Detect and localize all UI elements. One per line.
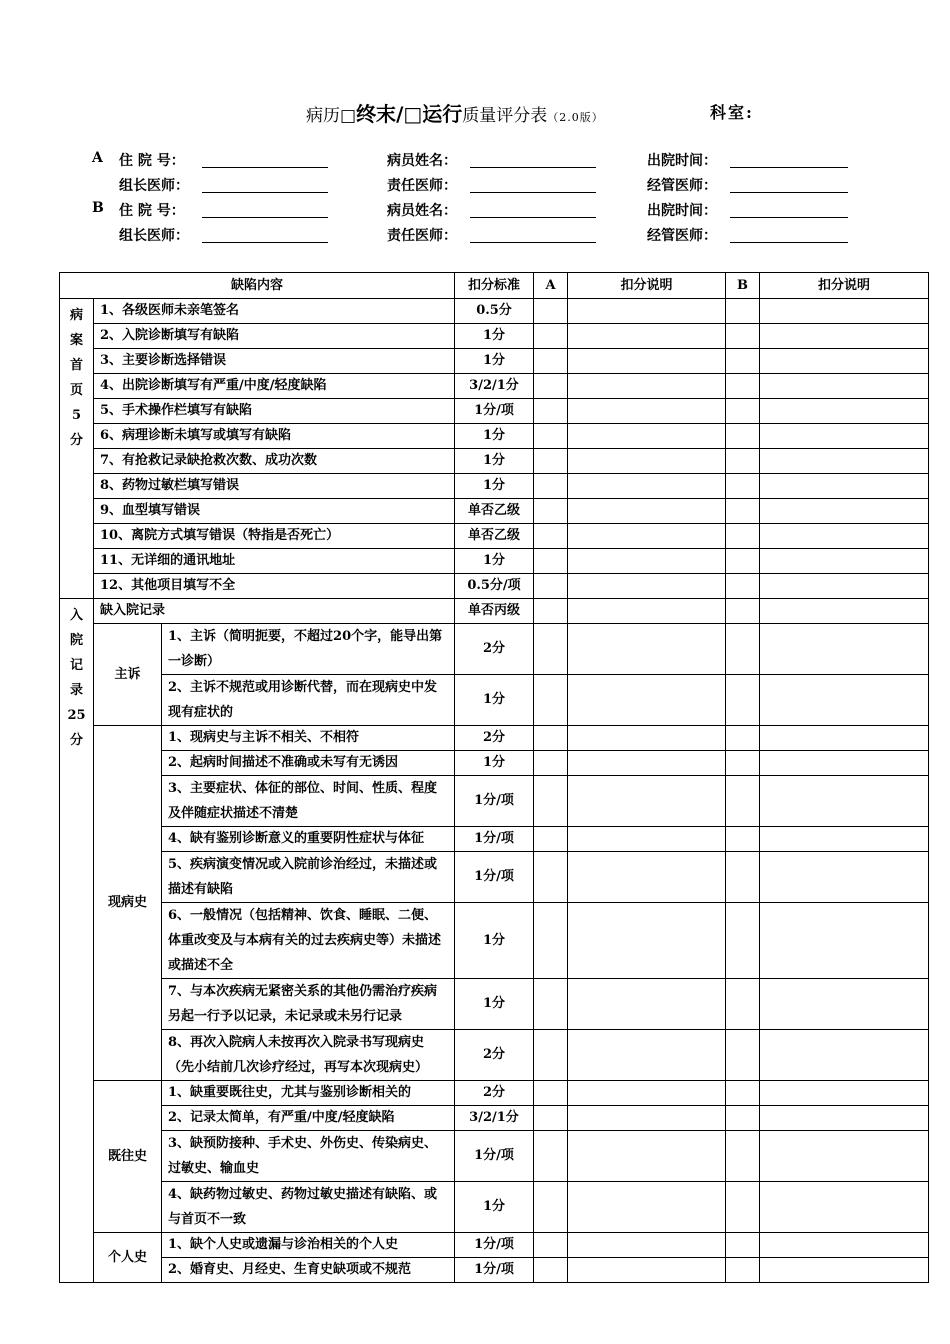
patient-a-label: A xyxy=(92,150,103,166)
category-admission-record xyxy=(60,599,94,1283)
a-note-cell[interactable] xyxy=(568,524,726,549)
table-row xyxy=(60,776,929,827)
category-char: 5 xyxy=(71,408,82,423)
defect-description: 12、其他项目填写不全 xyxy=(94,574,455,599)
table-row xyxy=(60,424,929,449)
a-score-cell[interactable] xyxy=(534,1258,568,1283)
b-note-cell[interactable] xyxy=(760,374,929,399)
category-char: 病 xyxy=(69,308,83,323)
header-deduction-standard: 扣分标准 xyxy=(455,273,534,299)
deduction-score: 1分 xyxy=(455,424,534,449)
a-score-cell[interactable] xyxy=(534,549,568,574)
field-label: 出院时间： xyxy=(647,153,717,169)
table-row xyxy=(60,751,929,776)
a-note-cell[interactable] xyxy=(568,1233,726,1258)
patient-b-row-1 xyxy=(0,198,950,222)
table-row xyxy=(60,1233,929,1258)
title-version: （2.0版） xyxy=(547,111,604,124)
field-label: 病员姓名： xyxy=(387,203,457,219)
b-score-cell[interactable] xyxy=(726,499,760,524)
defect-description: 4、出院诊断填写有严重/中度/轻度缺陷 xyxy=(94,374,455,399)
subcategory-personal: 个人史 xyxy=(94,1233,162,1283)
a-score-cell[interactable] xyxy=(534,1233,568,1258)
category-char: 案 xyxy=(69,333,83,348)
deduction-score: 1分/项 xyxy=(455,399,534,424)
b-note-cell[interactable] xyxy=(760,1258,929,1283)
a-note-cell[interactable] xyxy=(568,624,726,675)
a-note-cell[interactable] xyxy=(568,776,726,827)
b-note-cell[interactable] xyxy=(760,399,929,424)
table-row xyxy=(60,726,929,751)
a-score-cell[interactable] xyxy=(534,1081,568,1106)
a-note-cell[interactable] xyxy=(568,1030,726,1081)
department-label: 科室: xyxy=(710,103,754,122)
b-score-cell[interactable] xyxy=(726,979,760,1030)
page-title xyxy=(306,98,604,127)
patient-name-field[interactable] xyxy=(470,217,596,218)
b-note-cell[interactable] xyxy=(760,599,929,624)
b-note-cell[interactable] xyxy=(760,424,929,449)
b-score-cell[interactable] xyxy=(726,599,760,624)
team-leader-field[interactable] xyxy=(202,242,328,243)
deduction-score: 0.5分 xyxy=(455,299,534,324)
title-running-option: 运行 xyxy=(422,102,463,126)
table-row xyxy=(60,399,929,424)
title-bar xyxy=(0,98,950,128)
deduction-score: 2分 xyxy=(455,624,534,675)
defect-description: 8、药物过敏栏填写错误 xyxy=(94,474,455,499)
b-note-cell[interactable] xyxy=(760,751,929,776)
table-row xyxy=(60,449,929,474)
category-char: 院 xyxy=(69,633,83,648)
b-score-cell[interactable] xyxy=(726,751,760,776)
a-note-cell[interactable] xyxy=(568,474,726,499)
a-score-cell[interactable] xyxy=(534,1182,568,1233)
deduction-score: 1分 xyxy=(455,1182,534,1233)
table-row xyxy=(60,349,929,374)
defect-description: 6、一般情况（包括精神、饮食、睡眠、二便、体重改变及与本病有关的过去疾病史等）未描述或描述不全 xyxy=(162,903,455,979)
b-note-cell[interactable] xyxy=(760,449,929,474)
a-note-cell[interactable] xyxy=(568,726,726,751)
b-score-cell[interactable] xyxy=(726,1081,760,1106)
b-score-cell[interactable] xyxy=(726,574,760,599)
a-note-cell[interactable] xyxy=(568,1182,726,1233)
title-slash: /□ xyxy=(396,102,423,126)
attending-doctor-field[interactable] xyxy=(730,242,848,243)
defect-description: 9、血型填写错误 xyxy=(94,499,455,524)
b-note-cell[interactable] xyxy=(760,1030,929,1081)
a-score-cell[interactable] xyxy=(534,349,568,374)
attending-doctor-field[interactable] xyxy=(730,192,848,193)
a-note-cell[interactable] xyxy=(568,449,726,474)
deduction-score: 3/2/1分 xyxy=(455,1106,534,1131)
table-row xyxy=(60,549,929,574)
defect-description: 6、病理诊断未填写或填写有缺陷 xyxy=(94,424,455,449)
deduction-score: 1分 xyxy=(455,549,534,574)
category-char: 25 xyxy=(67,708,86,723)
defect-description: 5、手术操作栏填写有缺陷 xyxy=(94,399,455,424)
deduction-score: 1分 xyxy=(455,324,534,349)
defect-description: 2、主诉不规范或用诊断代替，而在现病史中发现有症状的 xyxy=(162,675,455,726)
b-note-cell[interactable] xyxy=(760,852,929,903)
discharge-time-field[interactable] xyxy=(730,167,848,168)
table-row xyxy=(60,1081,929,1106)
a-note-cell[interactable] xyxy=(568,424,726,449)
deduction-score: 1分/项 xyxy=(455,776,534,827)
deduction-score: 1分 xyxy=(455,903,534,979)
table-row xyxy=(60,1131,929,1182)
title-final-option: 终末 xyxy=(356,102,397,126)
b-score-cell[interactable] xyxy=(726,424,760,449)
b-note-cell[interactable] xyxy=(760,776,929,827)
a-note-cell[interactable] xyxy=(568,751,726,776)
b-score-cell[interactable] xyxy=(726,827,760,852)
discharge-time-field[interactable] xyxy=(730,217,848,218)
b-note-cell[interactable] xyxy=(760,474,929,499)
b-note-cell[interactable] xyxy=(760,1106,929,1131)
a-note-cell[interactable] xyxy=(568,399,726,424)
b-score-cell[interactable] xyxy=(726,524,760,549)
a-score-cell[interactable] xyxy=(534,424,568,449)
deduction-score: 3/2/1分 xyxy=(455,374,534,399)
table-row xyxy=(60,979,929,1030)
scoring-table xyxy=(59,272,929,1283)
a-score-cell[interactable] xyxy=(534,624,568,675)
b-note-cell[interactable] xyxy=(760,1081,929,1106)
defect-description: 11、无详细的通讯地址 xyxy=(94,549,455,574)
a-note-cell[interactable] xyxy=(568,574,726,599)
deduction-score: 单否丙级 xyxy=(455,599,534,624)
deduction-score: 单否乙级 xyxy=(455,524,534,549)
b-score-cell[interactable] xyxy=(726,1030,760,1081)
deduction-score: 0.5分/项 xyxy=(455,574,534,599)
header-defect-content: 缺陷内容 xyxy=(60,273,455,299)
b-score-cell[interactable] xyxy=(726,726,760,751)
defect-description: 8、再次入院病人未按再次入院录书写现病史（先小结前几次诊疗经过，再写本次现病史） xyxy=(162,1030,455,1081)
a-note-cell[interactable] xyxy=(568,1081,726,1106)
a-score-cell[interactable] xyxy=(534,726,568,751)
subcategory-chief: 主诉 xyxy=(94,624,162,726)
field-label: 组长医师： xyxy=(119,228,189,244)
a-score-cell[interactable] xyxy=(534,399,568,424)
deduction-score: 2分 xyxy=(455,726,534,751)
category-char: 分 xyxy=(69,433,83,448)
category-char: 入 xyxy=(69,608,83,623)
patient-b-row-2 xyxy=(0,223,950,247)
a-score-cell[interactable] xyxy=(534,1106,568,1131)
a-note-cell[interactable] xyxy=(568,903,726,979)
title-prefix: 病历□ xyxy=(306,106,357,126)
field-label: 经管医师： xyxy=(647,228,717,244)
table-row xyxy=(60,1182,929,1233)
deduction-score: 2分 xyxy=(455,1081,534,1106)
a-score-cell[interactable] xyxy=(534,776,568,827)
b-score-cell[interactable] xyxy=(726,675,760,726)
field-label: 病员姓名： xyxy=(387,153,457,169)
table-row xyxy=(60,1258,929,1283)
b-note-cell[interactable] xyxy=(760,524,929,549)
b-note-cell[interactable] xyxy=(760,624,929,675)
b-score-cell[interactable] xyxy=(726,1258,760,1283)
a-score-cell[interactable] xyxy=(534,979,568,1030)
deduction-score: 1分 xyxy=(455,751,534,776)
b-score-cell[interactable] xyxy=(726,374,760,399)
table-row xyxy=(60,1106,929,1131)
defect-description: 5、疾病演变情况或入院前诊治经过，未描述或描述有缺陷 xyxy=(162,852,455,903)
defect-description: 3、主要症状、体征的部位、时间、性质、程度及伴随症状描述不清楚 xyxy=(162,776,455,827)
b-score-cell[interactable] xyxy=(726,449,760,474)
defect-description: 10、离院方式填写错误（特指是否死亡） xyxy=(94,524,455,549)
a-score-cell[interactable] xyxy=(534,474,568,499)
table-row xyxy=(60,499,929,524)
deduction-score: 1分 xyxy=(455,474,534,499)
b-score-cell[interactable] xyxy=(726,549,760,574)
header-b: B xyxy=(726,273,760,299)
b-score-cell[interactable] xyxy=(726,903,760,979)
deduction-score: 1分 xyxy=(455,979,534,1030)
b-score-cell[interactable] xyxy=(726,474,760,499)
category-char: 记 xyxy=(69,658,83,673)
table-row xyxy=(60,1030,929,1081)
b-note-cell[interactable] xyxy=(760,1233,929,1258)
deduction-score: 1分/项 xyxy=(455,1258,534,1283)
a-note-cell[interactable] xyxy=(568,675,726,726)
admission-number-field[interactable] xyxy=(202,217,328,218)
a-score-cell[interactable] xyxy=(534,675,568,726)
team-leader-field[interactable] xyxy=(202,192,328,193)
b-score-cell[interactable] xyxy=(726,624,760,675)
b-note-cell[interactable] xyxy=(760,574,929,599)
b-note-cell[interactable] xyxy=(760,349,929,374)
a-note-cell[interactable] xyxy=(568,299,726,324)
a-note-cell[interactable] xyxy=(568,499,726,524)
a-note-cell[interactable] xyxy=(568,1131,726,1182)
b-score-cell[interactable] xyxy=(726,1106,760,1131)
deduction-score: 1分 xyxy=(455,449,534,474)
b-note-cell[interactable] xyxy=(760,675,929,726)
subcategory-present: 现病史 xyxy=(94,726,162,1081)
field-label: 责任医师： xyxy=(387,178,457,194)
patient-b-label: B xyxy=(92,200,104,216)
a-score-cell[interactable] xyxy=(534,324,568,349)
b-note-cell[interactable] xyxy=(760,903,929,979)
a-note-cell[interactable] xyxy=(568,852,726,903)
a-score-cell[interactable] xyxy=(534,499,568,524)
table-header-row xyxy=(60,273,929,299)
deduction-score: 1分 xyxy=(455,675,534,726)
a-score-cell[interactable] xyxy=(534,751,568,776)
defect-description: 缺入院记录 xyxy=(94,599,455,624)
a-score-cell[interactable] xyxy=(534,852,568,903)
admission-number-field[interactable] xyxy=(202,167,328,168)
b-score-cell[interactable] xyxy=(726,1131,760,1182)
a-score-cell[interactable] xyxy=(534,599,568,624)
b-note-cell[interactable] xyxy=(760,827,929,852)
b-note-cell[interactable] xyxy=(760,1182,929,1233)
a-note-cell[interactable] xyxy=(568,349,726,374)
table-row xyxy=(60,324,929,349)
category-char: 录 xyxy=(69,683,83,698)
a-note-cell[interactable] xyxy=(568,827,726,852)
b-score-cell[interactable] xyxy=(726,324,760,349)
table-row xyxy=(60,675,929,726)
deduction-score: 单否乙级 xyxy=(455,499,534,524)
deduction-score: 1分/项 xyxy=(455,1233,534,1258)
deduction-score: 1分/项 xyxy=(455,827,534,852)
a-note-cell[interactable] xyxy=(568,1258,726,1283)
field-label: 住 院 号： xyxy=(119,203,185,219)
patient-a-row-2 xyxy=(0,173,950,197)
b-score-cell[interactable] xyxy=(726,299,760,324)
table-row xyxy=(60,524,929,549)
deduction-score: 1分 xyxy=(455,349,534,374)
table-row xyxy=(60,852,929,903)
category-homepage xyxy=(60,299,94,599)
b-note-cell[interactable] xyxy=(760,726,929,751)
category-char: 页 xyxy=(69,383,83,398)
field-label: 责任医师： xyxy=(387,228,457,244)
b-score-cell[interactable] xyxy=(726,852,760,903)
defect-description: 1、缺个人史或遗漏与诊治相关的个人史 xyxy=(162,1233,455,1258)
b-score-cell[interactable] xyxy=(726,1182,760,1233)
a-score-cell[interactable] xyxy=(534,524,568,549)
table-row xyxy=(60,827,929,852)
a-score-cell[interactable] xyxy=(534,449,568,474)
category-char: 首 xyxy=(69,358,83,373)
patient-a-row-1 xyxy=(0,148,950,172)
defect-description: 7、有抢救记录缺抢救次数、成功次数 xyxy=(94,449,455,474)
defect-description: 2、起病时间描述不准确或未写有无诱因 xyxy=(162,751,455,776)
a-score-cell[interactable] xyxy=(534,374,568,399)
responsible-doctor-field[interactable] xyxy=(470,242,596,243)
defect-description: 2、入院诊断填写有缺陷 xyxy=(94,324,455,349)
b-score-cell[interactable] xyxy=(726,1233,760,1258)
title-suffix: 质量评分表 xyxy=(462,106,548,126)
responsible-doctor-field[interactable] xyxy=(470,192,596,193)
header-deduction-note-b: 扣分说明 xyxy=(760,273,929,299)
field-label: 组长医师： xyxy=(119,178,189,194)
b-note-cell[interactable] xyxy=(760,299,929,324)
table-row xyxy=(60,903,929,979)
a-note-cell[interactable] xyxy=(568,324,726,349)
category-char: 分 xyxy=(69,733,83,748)
a-score-cell[interactable] xyxy=(534,299,568,324)
defect-description: 3、缺预防接种、手术史、外伤史、传染病史、过敏史、输血史 xyxy=(162,1131,455,1182)
field-label: 出院时间： xyxy=(647,203,717,219)
table-row xyxy=(60,624,929,675)
table-row xyxy=(60,574,929,599)
defect-description: 1、主诉（简明扼要，不超过20个字，能导出第一诊断） xyxy=(162,624,455,675)
defect-description: 7、与本次疾病无紧密关系的其他仍需治疗疾病另起一行予以记录，未记录或未另行记录 xyxy=(162,979,455,1030)
a-score-cell[interactable] xyxy=(534,574,568,599)
b-note-cell[interactable] xyxy=(760,324,929,349)
defect-description: 4、缺药物过敏史、药物过敏史描述有缺陷、或与首页不一致 xyxy=(162,1182,455,1233)
b-note-cell[interactable] xyxy=(760,549,929,574)
table-row xyxy=(60,299,929,324)
a-score-cell[interactable] xyxy=(534,1030,568,1081)
b-score-cell[interactable] xyxy=(726,776,760,827)
b-note-cell[interactable] xyxy=(760,499,929,524)
b-note-cell[interactable] xyxy=(760,979,929,1030)
a-score-cell[interactable] xyxy=(534,827,568,852)
b-score-cell[interactable] xyxy=(726,399,760,424)
header-deduction-note-a: 扣分说明 xyxy=(568,273,726,299)
defect-description: 1、现病史与主诉不相关、不相符 xyxy=(162,726,455,751)
defect-description: 1、各级医师未亲笔签名 xyxy=(94,299,455,324)
a-score-cell[interactable] xyxy=(534,1131,568,1182)
field-label: 经管医师： xyxy=(647,178,717,194)
field-label: 住 院 号： xyxy=(119,153,185,169)
table-row xyxy=(60,599,929,624)
a-note-cell[interactable] xyxy=(568,549,726,574)
defect-description: 4、缺有鉴别诊断意义的重要阴性症状与体征 xyxy=(162,827,455,852)
header-a: A xyxy=(534,273,568,299)
defect-description: 2、记录太简单，有严重/中度/轻度缺陷 xyxy=(162,1106,455,1131)
a-note-cell[interactable] xyxy=(568,1106,726,1131)
b-score-cell[interactable] xyxy=(726,349,760,374)
defect-description: 2、婚育史、月经史、生育史缺项或不规范 xyxy=(162,1258,455,1283)
table-row xyxy=(60,374,929,399)
defect-description: 3、主要诊断选择错误 xyxy=(94,349,455,374)
a-note-cell[interactable] xyxy=(568,599,726,624)
subcategory-past: 既往史 xyxy=(94,1081,162,1233)
a-note-cell[interactable] xyxy=(568,374,726,399)
deduction-score: 2分 xyxy=(455,1030,534,1081)
a-note-cell[interactable] xyxy=(568,979,726,1030)
deduction-score: 1分/项 xyxy=(455,1131,534,1182)
b-note-cell[interactable] xyxy=(760,1131,929,1182)
a-score-cell[interactable] xyxy=(534,903,568,979)
patient-name-field[interactable] xyxy=(470,167,596,168)
table-row xyxy=(60,474,929,499)
defect-description: 1、缺重要既往史，尤其与鉴别诊断相关的 xyxy=(162,1081,455,1106)
deduction-score: 1分/项 xyxy=(455,852,534,903)
